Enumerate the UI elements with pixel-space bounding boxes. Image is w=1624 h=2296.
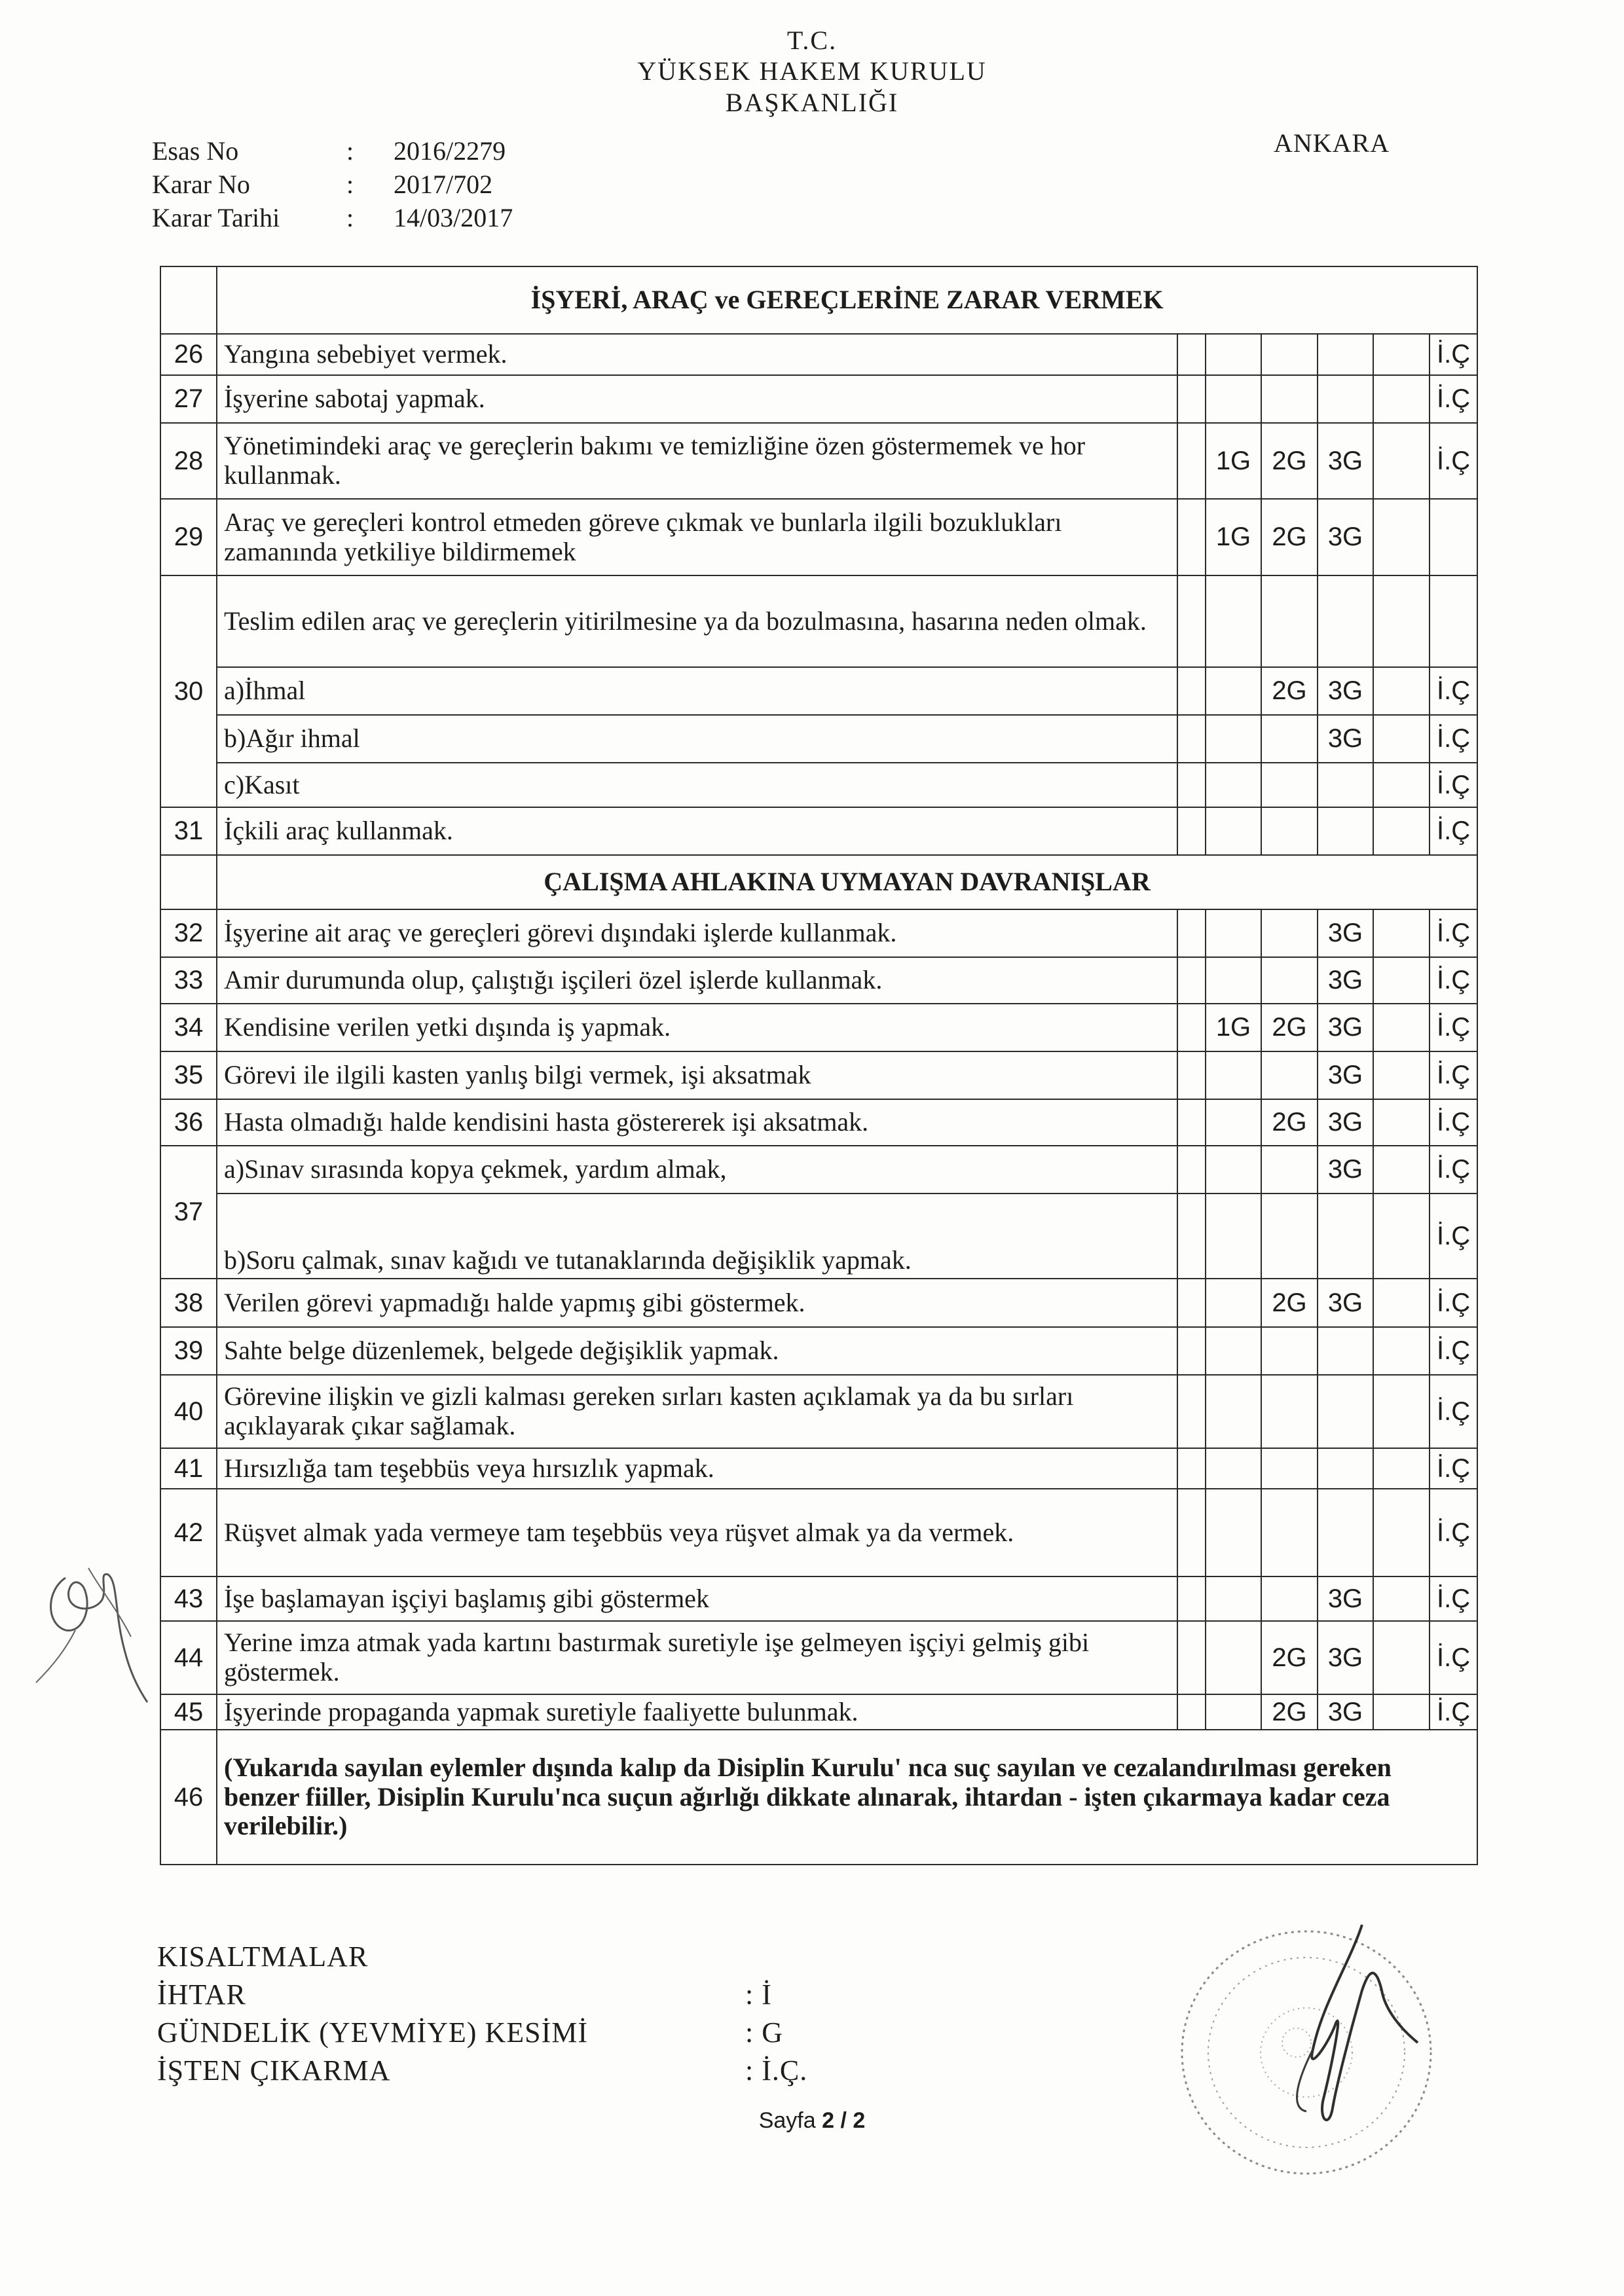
table-row xyxy=(160,1279,1477,1327)
table-row xyxy=(160,1621,1477,1694)
row-number: 40 xyxy=(160,1375,217,1448)
abbreviation-label: GÜNDELİK (YEVMİYE) KESİMİ xyxy=(157,2016,588,2049)
section-header-row xyxy=(160,855,1477,909)
row-text: Kendisine verilen yetki dışında iş yapmak. xyxy=(217,1004,1177,1051)
row-penalty-ic: İ.Ç xyxy=(1430,375,1477,423)
abbreviation-label: İHTAR xyxy=(157,1978,246,2011)
meta-value: 2016/2279 xyxy=(394,136,506,166)
row-number: 34 xyxy=(160,1004,217,1051)
row-text: İşe başlamayan işçiyi başlamış gibi göstermek xyxy=(217,1576,1177,1621)
row-text: Verilen görevi yapmadığı halde yapmış gibi göstermek. xyxy=(217,1279,1177,1327)
row-number: 30 xyxy=(160,575,217,807)
meta-label: Esas No xyxy=(152,136,239,166)
table-row xyxy=(160,1375,1477,1448)
table-row xyxy=(160,334,1477,375)
row-penalty-ic: İ.Ç xyxy=(1430,1694,1477,1730)
row-penalty-ic: İ.Ç xyxy=(1430,1279,1477,1327)
row-text: Teslim edilen araç ve gereçlerin yitirilmesine ya da bozulmasına, hasarına neden olmak. xyxy=(217,575,1177,667)
abbreviation-item xyxy=(157,2014,807,2052)
row-number: 29 xyxy=(160,499,217,575)
row-text: Yerine imza atmak yada kartını bastırmak suretiyle işe gelmeyen işçiyi gelmiş gibi göstermek. xyxy=(217,1621,1177,1694)
row-penalty-ic: İ.Ç xyxy=(1430,1621,1477,1694)
row-text: Araç ve gereçleri kontrol etmeden göreve çıkmak ve bunlarla ilgili bozuklukları zamanında yetkiliye bildirmemek xyxy=(217,499,1177,575)
official-seal xyxy=(1166,1912,1473,2193)
meta-row: Karar Tarihi : 14/03/2017 xyxy=(152,201,513,234)
row-penalty-3g: 3G xyxy=(1318,1004,1373,1051)
row-text: (Yukarıda sayılan eylemler dışında kalıp da Disiplin Kurulu' nca suç sayılan ve cezalandırılması gereken benzer fiiller, Disiplin Kurulu'nca suçun ağırlığı dikkate alınarak, ihtardan - işten çıkarmaya kadar ceza verilebilir.) xyxy=(217,1730,1477,1865)
page-prefix: Sayfa xyxy=(758,2108,822,2133)
row-number: 44 xyxy=(160,1621,217,1694)
row-number: 46 xyxy=(160,1730,217,1865)
table-row xyxy=(160,1004,1477,1051)
meta-row: Esas No : 2016/2279 xyxy=(152,134,513,168)
row-number: 38 xyxy=(160,1279,217,1327)
row-penalty-ic: İ.Ç xyxy=(1430,1576,1477,1621)
row-number: 35 xyxy=(160,1051,217,1099)
row-penalty-1g: 1G xyxy=(1206,499,1261,575)
table-row xyxy=(160,423,1477,499)
row-text: İçkili araç kullanmak. xyxy=(217,807,1177,855)
row-text: İşyerine ait araç ve gereçleri görevi dışındaki işlerde kullanmak. xyxy=(217,909,1177,957)
initials-signature xyxy=(20,1552,164,1722)
row-text: Hasta olmadığı halde kendisini hasta göstererek işi aksatmak. xyxy=(217,1099,1177,1146)
abbreviation-item xyxy=(157,1976,807,2014)
table-row xyxy=(160,1051,1477,1099)
row-text: Sahte belge düzenlemek, belgede değişiklik yapmak. xyxy=(217,1327,1177,1375)
page-total: 2 xyxy=(853,2108,866,2133)
row-penalty-3g: 3G xyxy=(1318,1279,1373,1327)
row-text: Hırsızlığa tam teşebbüs veya hırsızlık yapmak. xyxy=(217,1448,1177,1489)
section-header-row xyxy=(160,266,1477,334)
row-penalty-ic: İ.Ç xyxy=(1430,807,1477,855)
meta-value: 14/03/2017 xyxy=(394,203,513,232)
row-text: Rüşvet almak yada vermeye tam teşebbüs veya rüşvet almak ya da vermek. xyxy=(217,1489,1177,1576)
table-row xyxy=(160,375,1477,423)
row-text: Yönetimindeki araç ve gereçlerin bakımı ve temizliğine özen göstermemek ve hor kullanmak. xyxy=(217,423,1177,499)
row-penalty-ic: İ.Ç xyxy=(1430,1375,1477,1448)
table-row xyxy=(160,575,1477,667)
row-penalty-ic: İ.Ç xyxy=(1430,1327,1477,1375)
row-number: 43 xyxy=(160,1576,217,1621)
table-row xyxy=(160,1730,1477,1865)
row-penalty-3g: 3G xyxy=(1318,423,1373,499)
table-subrow xyxy=(160,667,1477,715)
row-number: 31 xyxy=(160,807,217,855)
abbreviation-value: : G xyxy=(745,2016,783,2049)
abbreviation-label: İŞTEN ÇIKARMA xyxy=(157,2054,391,2086)
row-penalty-ic: İ.Ç xyxy=(1430,957,1477,1004)
header-presidency: BAŞKANLIĞI xyxy=(725,88,899,117)
table-row xyxy=(160,1146,1477,1194)
abbreviation-value: : İ.Ç. xyxy=(745,2054,808,2086)
row-penalty-1g: 1G xyxy=(1206,423,1261,499)
table-subrow xyxy=(160,1194,1477,1279)
table-row xyxy=(160,807,1477,855)
table-row xyxy=(160,957,1477,1004)
row-subtext: b)Soru çalmak, sınav kağıdı ve tutanaklarında değişiklik yapmak. xyxy=(217,1194,1177,1279)
row-text: Görevi ile ilgili kasten yanlış bilgi vermek, işi aksatmak xyxy=(217,1051,1177,1099)
meta-row: Karar No : 2017/702 xyxy=(152,168,513,201)
row-number: 39 xyxy=(160,1327,217,1375)
row-text: Görevine ilişkin ve gizli kalması gereken sırları kasten açıklamak ya da bu sırları açıklayarak çıkar sağlamak. xyxy=(217,1375,1177,1448)
row-penalty-ic: İ.Ç xyxy=(1430,1099,1477,1146)
row-number: 32 xyxy=(160,909,217,957)
row-text: Amir durumunda olup, çalıştığı işçileri özel işlerde kullanmak. xyxy=(217,957,1177,1004)
row-penalty-2g: 2G xyxy=(1261,1004,1318,1051)
row-penalty-ic: İ.Ç xyxy=(1430,715,1477,763)
city: ANKARA xyxy=(1274,128,1390,158)
row-number: 27 xyxy=(160,375,217,423)
row-penalty-2g: 2G xyxy=(1261,499,1318,575)
row-subtext: c)Kasıt xyxy=(217,763,1177,807)
row-text: Yangına sebebiyet vermek. xyxy=(217,334,1177,375)
row-penalty-3g: 3G xyxy=(1318,957,1373,1004)
row-penalty-ic: İ.Ç xyxy=(1430,667,1477,715)
row-number: 41 xyxy=(160,1448,217,1489)
row-penalty-ic: İ.Ç xyxy=(1430,1194,1477,1279)
header-institution: YÜKSEK HAKEM KURULU xyxy=(637,56,987,86)
table-row xyxy=(160,499,1477,575)
row-penalty-ic: İ.Ç xyxy=(1430,909,1477,957)
row-penalty-3g: 3G xyxy=(1318,1051,1373,1099)
section-title: ÇALIŞMA AHLAKINA UYMAYAN DAVRANIŞLAR xyxy=(217,855,1477,909)
row-text: İşyerine sabotaj yapmak. xyxy=(217,375,1177,423)
row-penalty-3g: 3G xyxy=(1318,667,1373,715)
row-subtext: a)İhmal xyxy=(217,667,1177,715)
row-penalty-2g: 2G xyxy=(1261,423,1318,499)
row-subtext: a)Sınav sırasında kopya çekmek, yardım almak, xyxy=(217,1146,1177,1194)
abbreviation-value: : İ xyxy=(745,1978,772,2011)
row-penalty-ic: İ.Ç xyxy=(1430,1489,1477,1576)
row-subtext: b)Ağır ihmal xyxy=(217,715,1177,763)
meta-value: 2017/702 xyxy=(394,170,493,199)
table-subrow xyxy=(160,763,1477,807)
abbreviation-item xyxy=(157,2052,807,2090)
row-penalty-3g: 3G xyxy=(1318,909,1373,957)
row-penalty-3g: 3G xyxy=(1318,1621,1373,1694)
row-penalty-2g: 2G xyxy=(1261,667,1318,715)
row-penalty-3g: 3G xyxy=(1318,1576,1373,1621)
row-penalty-3g: 3G xyxy=(1318,1694,1373,1730)
row-penalty-ic: İ.Ç xyxy=(1430,763,1477,807)
row-penalty-2g: 2G xyxy=(1261,1099,1318,1146)
row-penalty-3g: 3G xyxy=(1318,715,1373,763)
abbreviations-title: KISALTMALAR xyxy=(157,1941,369,1973)
page-separator: / xyxy=(834,2108,853,2133)
table-subrow xyxy=(160,715,1477,763)
row-number: 26 xyxy=(160,334,217,375)
row-penalty-ic: İ.Ç xyxy=(1430,1448,1477,1489)
row-penalty-2g: 2G xyxy=(1261,1621,1318,1694)
table-row xyxy=(160,1576,1477,1621)
row-number: 33 xyxy=(160,957,217,1004)
table-row xyxy=(160,1099,1477,1146)
section-title: İŞYERİ, ARAÇ ve GEREÇLERİNE ZARAR VERMEK xyxy=(217,266,1477,334)
table-row xyxy=(160,1694,1477,1730)
row-penalty-ic: İ.Ç xyxy=(1430,1004,1477,1051)
case-meta xyxy=(152,134,513,234)
table-row xyxy=(160,909,1477,957)
row-penalty-2g: 2G xyxy=(1261,1279,1318,1327)
table-row xyxy=(160,1327,1477,1375)
row-penalty-ic: İ.Ç xyxy=(1430,1146,1477,1194)
row-penalty-3g: 3G xyxy=(1318,1099,1373,1146)
row-penalty-1g: 1G xyxy=(1206,1004,1261,1051)
row-penalty-3g: 3G xyxy=(1318,1146,1373,1194)
table-row xyxy=(160,1489,1477,1576)
table-row xyxy=(160,1448,1477,1489)
row-number: 45 xyxy=(160,1694,217,1730)
header-tc: T.C. xyxy=(786,26,838,55)
row-penalty-ic: İ.Ç xyxy=(1430,423,1477,499)
page-current: 2 xyxy=(822,2108,835,2133)
row-penalty-2g: 2G xyxy=(1261,1694,1318,1730)
abbreviations xyxy=(157,1938,807,2090)
row-text: İşyerinde propaganda yapmak suretiyle faaliyette bulunmak. xyxy=(217,1694,1177,1730)
meta-label: Karar No xyxy=(152,170,250,199)
row-penalty-ic: İ.Ç xyxy=(1430,1051,1477,1099)
row-number: 36 xyxy=(160,1099,217,1146)
meta-label: Karar Tarihi xyxy=(152,203,280,232)
row-penalty-3g: 3G xyxy=(1318,499,1373,575)
row-number: 28 xyxy=(160,423,217,499)
row-penalty-ic: İ.Ç xyxy=(1430,334,1477,375)
row-number: 37 xyxy=(160,1146,217,1279)
penalty-table xyxy=(160,266,1478,1865)
row-number: 42 xyxy=(160,1489,217,1576)
